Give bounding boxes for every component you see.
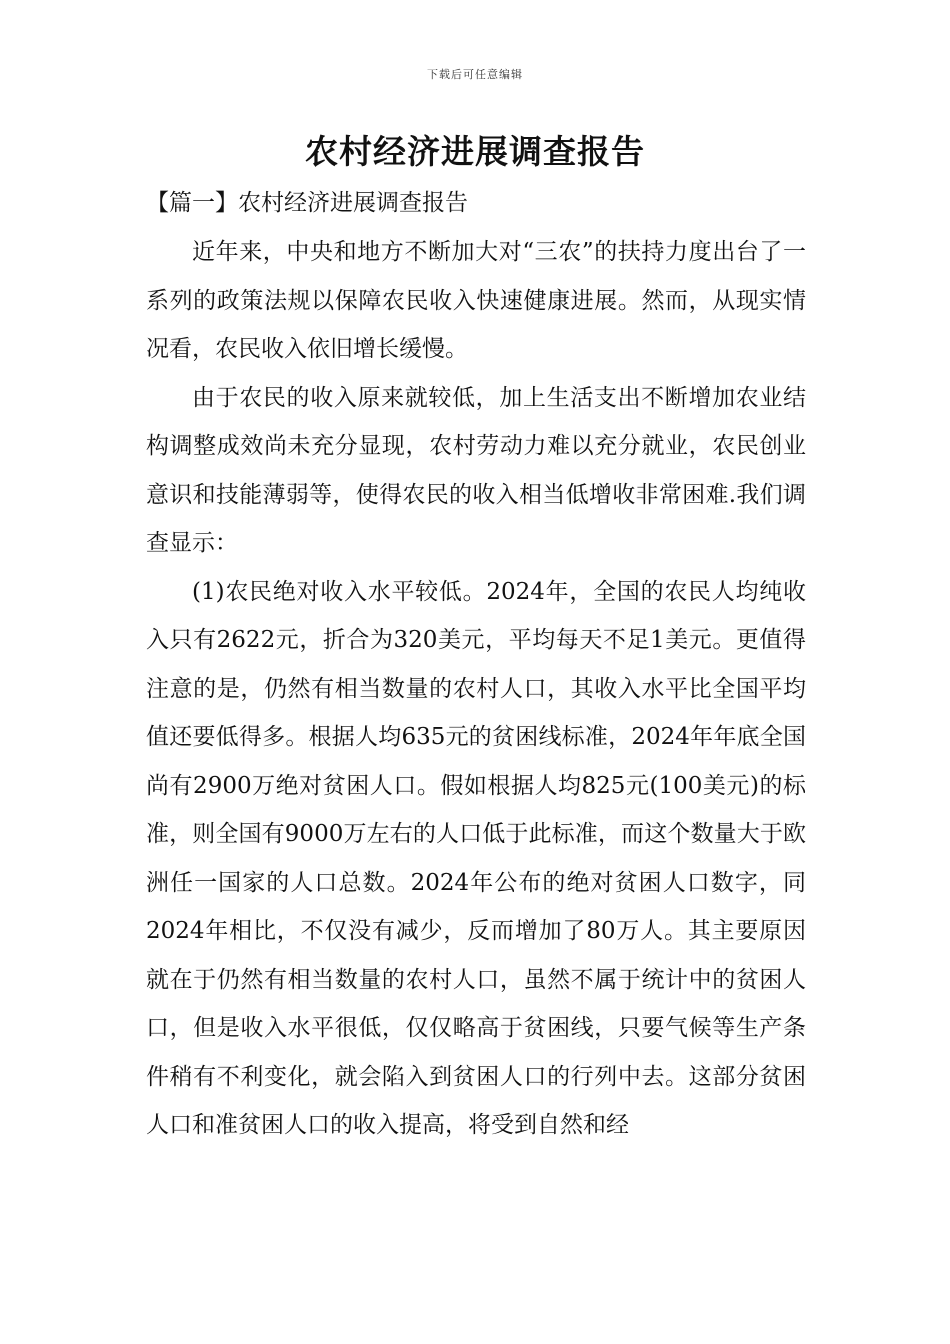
paragraph: (1)农民绝对收入水平较低。2024年，全国的农民人均纯收入只有2622元，折合为320美元，平均每天不足1美元。更值得注意的是，仍然有相当数量的农村人口，其收入水平比全国平均值还要低得多。根据人均635元的贫困线标准，2024年年底全国尚有2900万绝对贫困人口。假如根据人均825元(100美元)的标准，则全国有9000万左右的人口低于此标准，而这个数量大于欧洲任一国家的人口总数。2024年公布的绝对贫困人口数字，同2024年相比，不仅没有减少，反而增加了80万人。其主要原因就在于仍然有相当数量的农村人口，虽然不属于统计中的贫困人口，但是收入水平很低，仅仅略高于贫困线，只要气候等生产条件稍有不利变化，就会陷入到贫困人口的行列中去。这部分贫困人口和准贫困人口的收入提高，将受到自然和经 [146,578,806,1138]
section-heading: 【篇一】农村经济进展调查报告 [146,190,468,216]
paragraph: 由于农民的收入原来就较低，加上生活支出不断增加农业结构调整成效尚未充分显现，农村劳动力难以充分就业，农民创业意识和技能薄弱等，使得农民的收入相当低增收非常困难.我们调查显示： [146,384,806,556]
header-note: 下载后可任意编辑 [427,68,523,81]
document-title: 农村经济进展调查报告 [305,132,645,171]
document-body [146,228,806,1150]
paragraph: 近年来，中央和地方不断加大对“三农”的扶持力度出台了一系列的政策法规以保障农民收入快速健康进展。然而，从现实情况看，农民收入依旧增长缓慢。 [146,239,806,362]
